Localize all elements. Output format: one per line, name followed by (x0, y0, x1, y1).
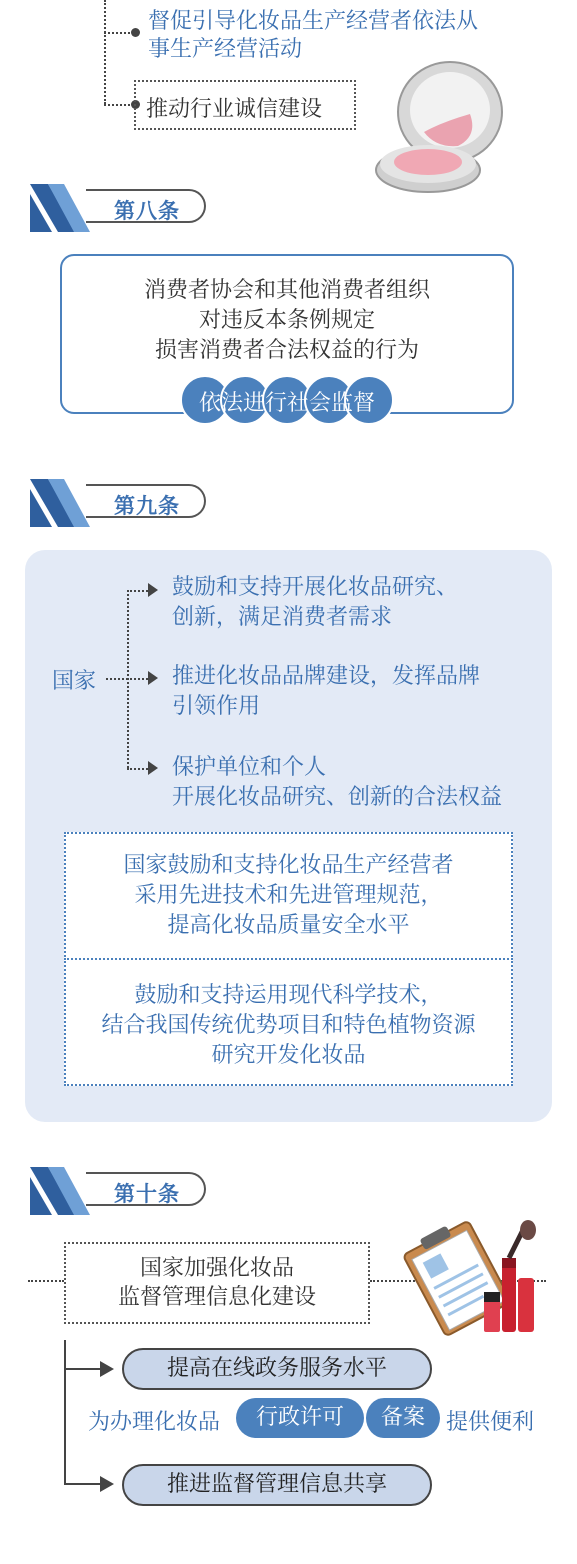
section-tag-article-10 (30, 1167, 180, 1213)
top-connector-h1 (104, 32, 134, 34)
article-10-tree-vertical (64, 1340, 66, 1484)
chevron-stripes-icon (30, 1167, 90, 1215)
arrow-right-icon (148, 583, 158, 597)
article-10-tree-h2 (64, 1483, 104, 1485)
top-item-1: 督促引导化妆品生产经营者依法从 事生产经营活动 (148, 9, 479, 62)
top-item-2: 推动行业诚信建设 (146, 97, 323, 122)
chevron-stripes-icon (30, 184, 90, 232)
article-10-mid-pill-2: 备案 (364, 1398, 440, 1438)
article-8-text: 消费者协会和其他消费者组织 对违反本条例规定 损害消费者合法权益的行为 (143, 278, 430, 363)
article-10-pill-2: 推进监督管理信息共享 (122, 1464, 432, 1506)
article-10-heading: 国家加强化妆品 监督管理信息化建设 (117, 1256, 316, 1310)
tag-label: 第十条 (114, 1182, 180, 1206)
section-tag-article-9 (30, 479, 180, 525)
tag-label: 第八条 (114, 199, 180, 223)
article-9-box-2-text: 鼓励和支持运用现代科学技术， 结合我国传统优势项目和特色植物资源 研究开发化妆品 (101, 983, 476, 1068)
bullet-dot (131, 28, 140, 37)
article-10-pill-1: 提高在线政务服务水平 (122, 1348, 432, 1390)
article-10-mid-pill-1: 行政许可 (236, 1398, 364, 1438)
arrow-right-icon (148, 671, 158, 685)
article-9-branch-3: 保护单位和个人 开展化妆品研究、创新的合法权益 (172, 755, 503, 810)
article-8-highlight (180, 375, 394, 425)
highlight-label: 依法进行社会监督 (198, 391, 375, 416)
top-connector-h2 (104, 104, 134, 106)
clipboard-cosmetics-icon (398, 1218, 546, 1336)
tag-label: 第九条 (114, 494, 180, 518)
arrow-right-icon (100, 1361, 114, 1377)
article-10-left-rule (28, 1280, 64, 1282)
article-10-mid-suffix: 提供便利 (446, 1410, 535, 1435)
subject-connector (106, 678, 128, 680)
article-10-tree-h1 (64, 1368, 104, 1370)
section-tag-article-8 (30, 184, 180, 230)
arrow-right-icon (148, 761, 158, 775)
article-9-branch-2: 推进化妆品品牌建设，发挥品牌 引领作用 (172, 664, 481, 719)
article-10-mid-prefix: 为办理化妆品 (88, 1410, 221, 1435)
top-connector-vertical (104, 0, 106, 104)
article-9-subject: 国家 (52, 669, 97, 694)
arrow-right-icon (100, 1476, 114, 1492)
article-9-branch-1: 鼓励和支持开展化妆品研究、 创新，满足消费者需求 (172, 575, 459, 630)
compact-mirror-icon (372, 52, 512, 197)
chevron-stripes-icon (30, 479, 90, 527)
article-9-box-1-text: 国家鼓励和支持化妆品生产经营者 采用先进技术和先进管理规范， 提高化妆品质量安全水平 (123, 853, 454, 938)
